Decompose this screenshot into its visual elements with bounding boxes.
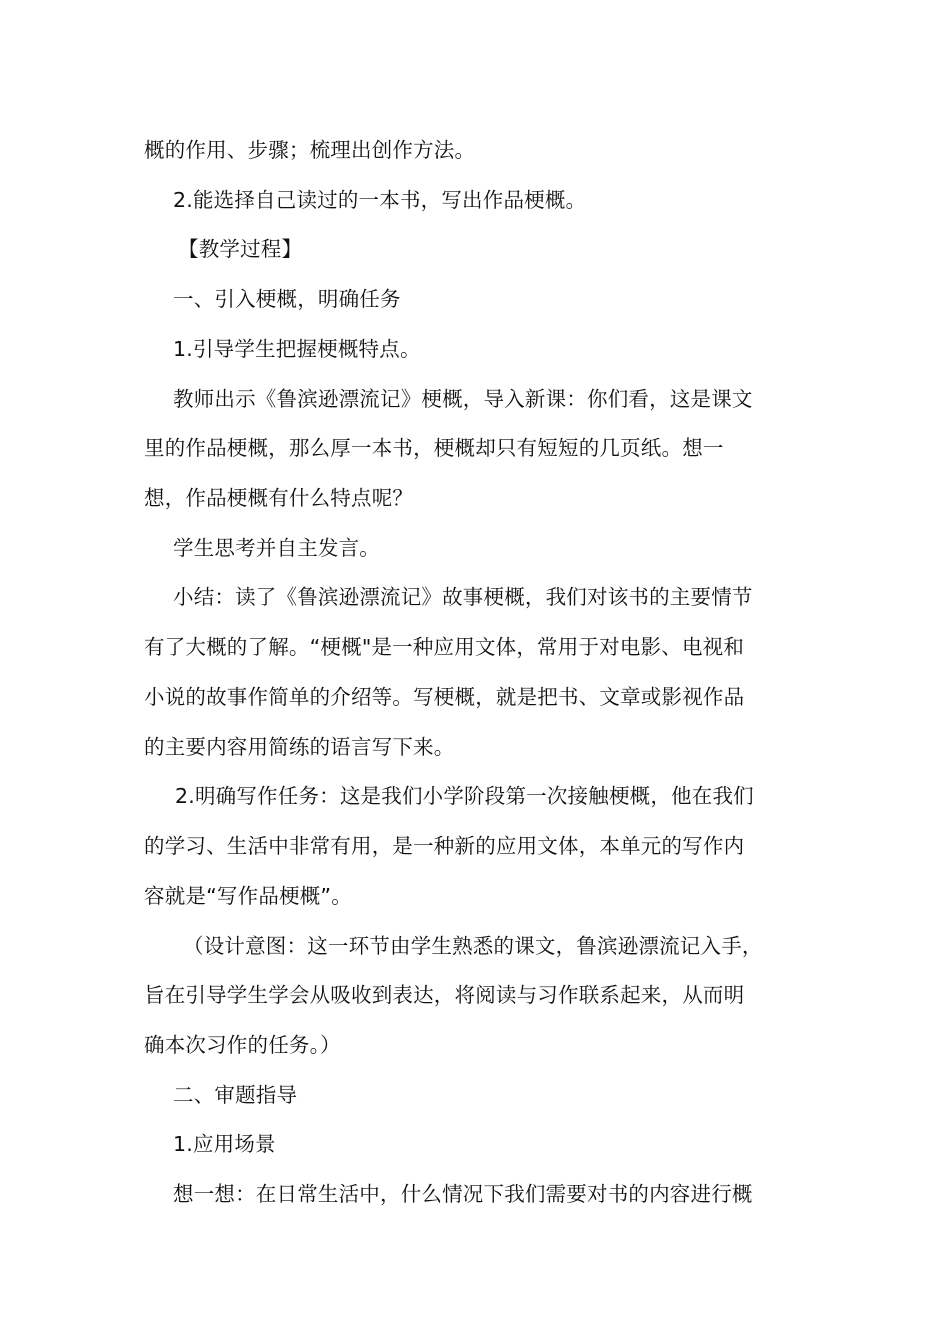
text-line: 小结：读了《鲁滨逊漂流记》故事梗概，我们对该书的主要情节 — [173, 585, 753, 609]
text-line: 想一想：在日常生活中，什么情况下我们需要对书的内容进行概 — [173, 1182, 753, 1206]
text-line: 想，作品梗概有什么特点呢？ — [144, 486, 414, 510]
text-line: 的学习、生活中非常有用，是一种新的应用文体，本单元的写作内 — [144, 834, 745, 858]
section-heading: 二、审题指导 — [173, 1083, 298, 1107]
text-line: 的主要内容用简练的语言写下来。 — [144, 735, 455, 759]
text-line: 概的作用、步骤；梳理出创作方法。 — [144, 138, 476, 162]
text-line: 容就是“写作品梗概”。 — [144, 884, 352, 908]
text-line: 1.引导学生把握梗概特点。 — [173, 337, 421, 361]
text-line: 2.明确写作任务：这是我们小学阶段第一次接触梗概，他在我们 — [175, 784, 754, 808]
text-line: 教师出示《鲁滨逊漂流记》梗概，导入新课：你们看，这是课文 — [173, 387, 753, 411]
section-heading: 一、引入梗概，明确任务 — [173, 287, 401, 311]
text-line: 2.能选择自己读过的一本书，写出作品梗概。 — [173, 188, 587, 212]
text-line: 旨在引导学生学会从吸收到表达，将阅读与习作联系起来，从而明 — [144, 983, 745, 1007]
text-line: 确本次习作的任务。） — [144, 1033, 341, 1057]
section-heading: 【教学过程】 — [178, 237, 303, 261]
text-line: 有了大概的了解。“梗概"是一种应用文体，常用于对电影、电视和 — [144, 635, 745, 659]
text-line: 里的作品梗概，那么厚一本书，梗概却只有短短的几页纸。想一 — [144, 436, 724, 460]
text-line: 小说的故事作简单的介绍等。写梗概，就是把书、文章或影视作品 — [144, 685, 745, 709]
text-line: （设计意图：这一环节由学生熟悉的课文，鲁滨逊漂流记入手， — [183, 934, 763, 958]
text-line: 1.应用场景 — [173, 1132, 276, 1156]
text-line: 学生思考并自主发言。 — [173, 536, 380, 560]
